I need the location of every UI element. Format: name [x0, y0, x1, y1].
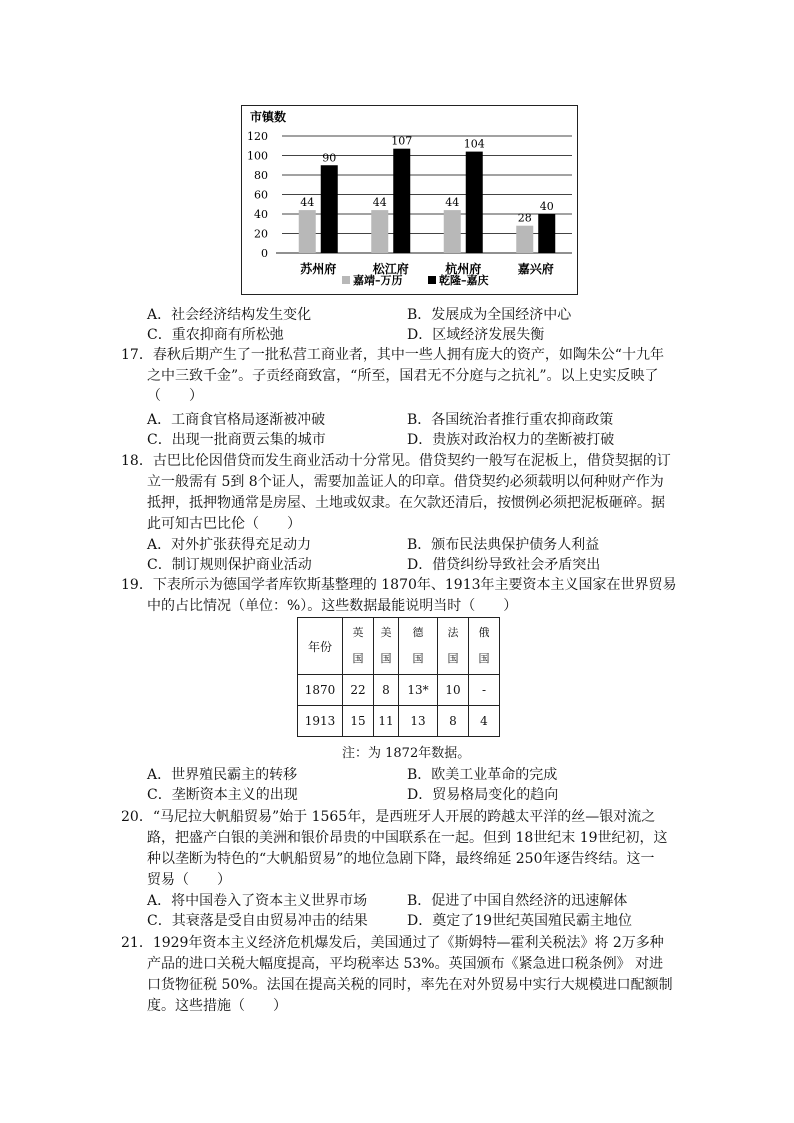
q17-option-d: D．贵族对政治权力的垄断被打破 — [407, 432, 615, 448]
table-note: 注：为 1872年数据。 — [342, 746, 471, 761]
data-label: 104 — [463, 137, 485, 151]
q16-option-a: A．社会经济结构发生变化 — [147, 307, 312, 323]
q17-option-b: B．各国统治者推行重农抑商政策 — [407, 412, 614, 428]
y-tick-label: 100 — [247, 149, 268, 163]
data-label: 44 — [300, 196, 315, 210]
table-row — [298, 706, 500, 737]
data-label: 107 — [391, 134, 413, 148]
bar — [538, 214, 555, 253]
q18-stem-line3: 抵押，抵押物通常是房屋、土地或奴隶。在欠款还清后，按惯例必须把泥板砸碎。据 — [147, 495, 665, 511]
header-char: 国 — [478, 652, 490, 665]
q20-option-b: B．促进了中国自然经济的迅速解体 — [407, 893, 628, 909]
table-cell: 1870 — [298, 675, 343, 706]
legend-swatch — [342, 276, 350, 284]
data-label: 40 — [539, 200, 554, 213]
bar — [299, 210, 316, 253]
q17-stem-line3: （ ） — [147, 388, 203, 404]
q16-option-c: C．重农抑商有所松弛 — [147, 327, 284, 343]
table-cell: 11 — [374, 706, 399, 737]
table-header-row — [298, 618, 500, 675]
data-label: 44 — [372, 196, 387, 210]
q18-option-d: D．借贷纠纷导致社会矛盾突出 — [407, 557, 601, 573]
q21-stem-line2: 产品的进口关税大幅度提高，平均税率达 53%。英国颁布《紧急进口税条例》 对进 — [147, 956, 664, 972]
q18-stem-line4: 此可知古巴比伦（ ） — [147, 516, 301, 532]
header-char: 美 — [380, 626, 392, 639]
q17-option-a: A．工商食官格局逐渐被冲破 — [147, 412, 326, 428]
table-cell: 8 — [374, 675, 399, 706]
x-tick-label: 松江府 — [372, 262, 409, 276]
header-char: 德 — [412, 626, 424, 639]
q18-stem-line2: 立一般需有 5到 8个证人，需要加盖证人的印章。借贷契约必须载明以何种财产作为 — [147, 474, 664, 490]
header-char: 国 — [447, 652, 459, 665]
y-tick-label: 0 — [261, 247, 268, 260]
legend-label: 嘉靖–万历 — [353, 274, 403, 287]
trade-share-table — [297, 617, 500, 737]
q21-stem-line3: 口货物征税 50%。法国在提高关税的同时，率先在对外贸易中实行大规模进口配额制 — [147, 977, 673, 993]
header-char: 英 — [352, 626, 364, 639]
y-tick-label: 80 — [254, 169, 268, 182]
q17-option-c: C．出现一批商贾云集的城市 — [147, 432, 326, 448]
y-tick-label: 40 — [254, 208, 268, 221]
table-header-cell: 年份 — [298, 618, 343, 675]
table-cell: - — [469, 675, 500, 706]
header-char: 国 — [352, 652, 364, 665]
chart-canvas — [242, 106, 579, 296]
table-cell: 13 — [399, 706, 438, 737]
q21-stem-line1: 21．1929年资本主义经济危机爆发后，美国通过了《斯姆特—霍利关税法》将 2万多种 — [121, 935, 664, 951]
q19-option-d: D．贸易格局变化的趋向 — [407, 787, 559, 803]
table-cell: 13* — [399, 675, 438, 706]
bar — [321, 165, 338, 253]
y-axis-label: 市镇数 — [250, 110, 287, 124]
bar — [393, 149, 410, 253]
table-header-cell — [438, 618, 469, 675]
header-char: 国 — [380, 652, 392, 665]
q19-option-b: B．欧美工业革命的完成 — [407, 767, 558, 783]
q17-stem-line2: 之中三致千金”。子贡经商致富，“所至，国君无不分庭与之抗礼”。以上史实反映了 — [147, 368, 659, 384]
q20-stem-line1: 20．“马尼拉大帆船贸易”始于 1565年，是西班牙人开展的跨越太平洋的丝—银对流之 — [121, 809, 656, 825]
q18-option-a: A．对外扩张获得充足动力 — [147, 537, 312, 553]
header-char: 法 — [447, 626, 459, 639]
q20-stem-line4: 贸易（ ） — [147, 872, 231, 888]
q19-option-c: C．垄断资本主义的出现 — [147, 787, 298, 803]
table-header-cell — [469, 618, 500, 675]
table-header-cell — [374, 618, 399, 675]
q18-option-c: C．制订规则保护商业活动 — [147, 557, 312, 573]
q20-option-a: A．将中国卷入了资本主义世界市场 — [147, 893, 368, 909]
bar — [466, 152, 483, 253]
x-tick-label: 杭州府 — [445, 262, 482, 276]
header-char: 俄 — [478, 626, 490, 639]
x-tick-label: 嘉兴府 — [517, 262, 554, 276]
table-cell: 1913 — [298, 706, 343, 737]
y-tick-label: 20 — [254, 227, 268, 241]
bar — [371, 210, 388, 253]
q18-option-b: B．颁布民法典保护债务人利益 — [407, 537, 600, 553]
table-cell: 22 — [343, 675, 374, 706]
legend-swatch — [428, 276, 436, 284]
bar — [516, 226, 533, 253]
q16-option-d: D．区域经济发展失衡 — [407, 327, 545, 343]
q20-option-d: D．奠定了19世纪英国殖民霸主地位 — [407, 913, 633, 929]
data-label: 90 — [322, 151, 337, 165]
bar-chart — [241, 105, 578, 295]
legend-label: 乾隆–嘉庆 — [439, 274, 489, 287]
y-tick-label: 120 — [247, 130, 268, 143]
table-cell: 8 — [438, 706, 469, 737]
table-header-cell — [343, 618, 374, 675]
q17-stem-line1: 17．春秋后期产生了一批私营工商业者，其中一些人拥有庞大的资产，如陶朱公“十九年 — [121, 347, 664, 363]
table-header-cell — [399, 618, 438, 675]
data-label: 28 — [517, 211, 532, 225]
data-label: 44 — [445, 196, 460, 210]
header-char: 国 — [412, 652, 424, 665]
table-cell: 10 — [438, 675, 469, 706]
x-tick-label: 苏州府 — [300, 262, 337, 276]
y-tick-label: 60 — [254, 188, 268, 202]
q18-stem-line1: 18．古巴比伦因借贷而发生商业活动十分常见。借贷契约一般写在泥板上，借贷契据的订 — [121, 453, 671, 469]
q20-stem-line3: 种以垄断为特色的“大帆船贸易”的地位急剧下降，最终绵延 250年逐告终结。这一 — [147, 851, 655, 867]
q21-stem-line4: 度。这些措施（ ） — [147, 998, 287, 1014]
table-row — [298, 675, 500, 706]
q19-option-a: A．世界殖民霸主的转移 — [147, 767, 298, 783]
table-cell: 15 — [343, 706, 374, 737]
bar — [444, 210, 461, 253]
table-cell: 4 — [469, 706, 500, 737]
q19-stem-line2: 中的占比情况（单位：%）。这些数据最能说明当时（ ） — [147, 598, 518, 614]
q20-option-c: C．其衰落是受自由贸易冲击的结果 — [147, 913, 368, 929]
q19-stem-line1: 19．下表所示为德国学者库钦斯基整理的 1870年、1913年主要资本主义国家在世界贸易 — [121, 577, 677, 593]
q16-option-b: B．发展成为全国经济中心 — [407, 307, 572, 323]
q20-stem-line2: 路，把盛产白银的美洲和银价昂贵的中国联系在一起。但到 18世纪末 19世纪初，这 — [147, 830, 668, 846]
